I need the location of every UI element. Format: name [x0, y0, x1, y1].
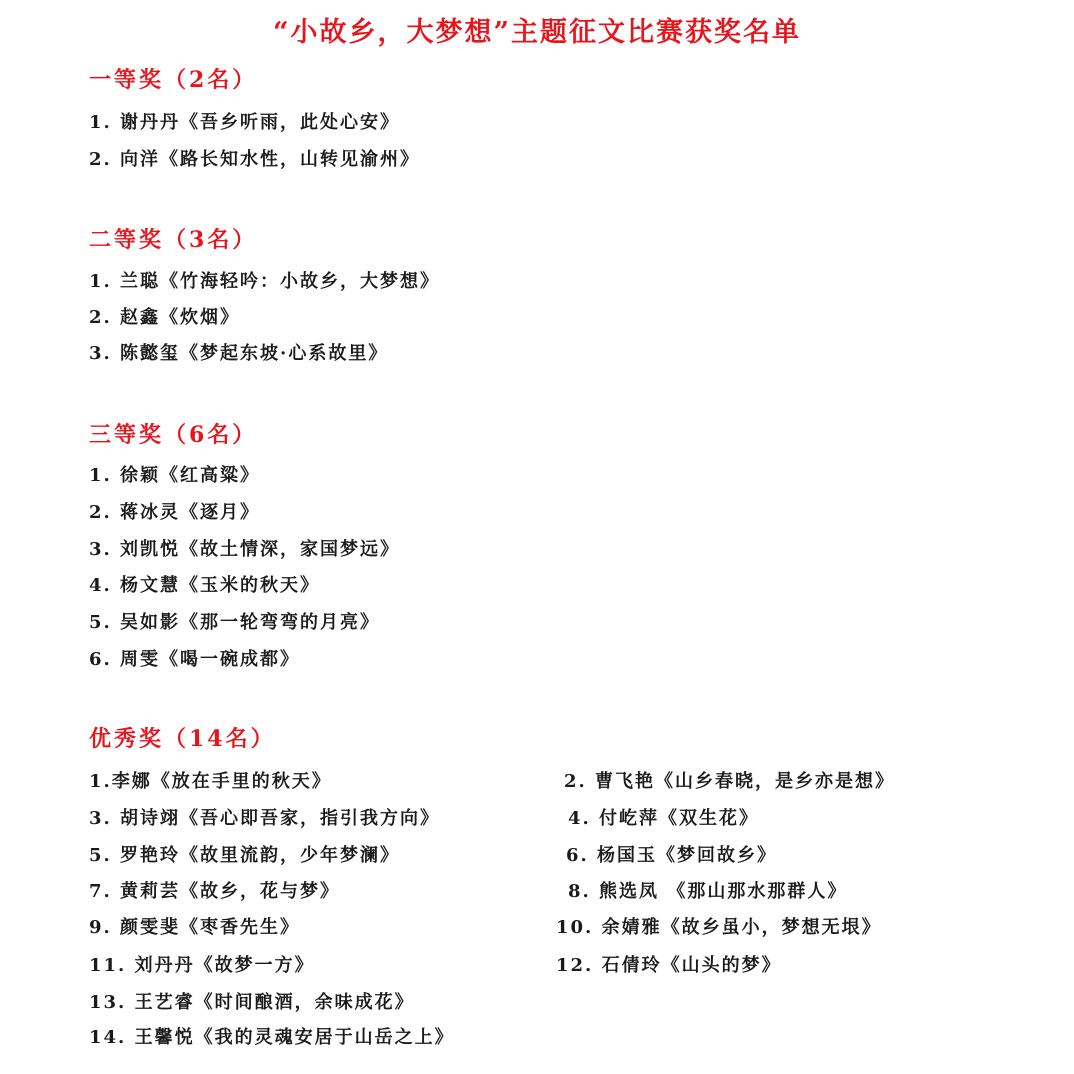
- list-item: 9. 颜雯斐《枣香先生》: [89, 917, 301, 938]
- list-item: 3. 胡诗翊《吾心即吾家，指引我方向》: [89, 808, 441, 829]
- list-item: 6. 杨国玉《梦回故乡》: [566, 845, 778, 866]
- list-item: 14. 王馨悦《我的灵魂安居于山岳之上》: [89, 1027, 455, 1048]
- list-item: 10. 余婧雅《故乡虽小，梦想无垠》: [556, 917, 882, 938]
- list-item: 2. 赵鑫《炊烟》: [89, 307, 241, 328]
- section-heading-first-prize: 一等奖（2名）: [89, 67, 258, 93]
- section-heading-second-prize: 二等奖（3名）: [89, 227, 258, 253]
- list-item: 8. 熊选凤 《那山那水那群人》: [568, 881, 848, 902]
- list-item: 3. 陈懿玺《梦起东坡·心系故里》: [89, 343, 389, 364]
- list-item: 5. 吴如影《那一轮弯弯的月亮》: [89, 612, 381, 633]
- section-heading-excellence-prize: 优秀奖（14名）: [89, 726, 276, 752]
- list-item: 7. 黄莉芸《故乡，花与梦》: [89, 881, 341, 902]
- list-item: 4. 付屹萍《双生花》: [568, 808, 760, 829]
- list-item: 4. 杨文慧《玉米的秋天》: [89, 575, 321, 596]
- list-item: 6. 周雯《喝一碗成都》: [89, 649, 301, 670]
- list-item: 13. 王艺睿《时间酿酒，余味成花》: [89, 992, 415, 1013]
- list-item: 11. 刘丹丹《故梦一方》: [89, 955, 315, 976]
- list-item: 2. 蒋冰灵《逐月》: [89, 502, 261, 523]
- list-item: 5. 罗艳玲《故里流韵，少年梦澜》: [89, 845, 401, 866]
- list-item: 1.李娜《放在手里的秋天》: [89, 771, 332, 792]
- section-heading-third-prize: 三等奖（6名）: [89, 422, 258, 448]
- list-item: 1. 兰聪《竹海轻吟：小故乡，大梦想》: [89, 271, 441, 292]
- list-item: 1. 谢丹丹《吾乡听雨，此处心安》: [89, 112, 401, 133]
- list-item: 2. 向洋《路长知水性，山转见渝州》: [89, 149, 421, 170]
- page-title: “小故乡，大梦想”主题征文比赛获奖名单: [272, 17, 802, 48]
- list-item: 1. 徐颖《红高粱》: [89, 465, 261, 486]
- list-item: 2. 曹飞艳《山乡春晓，是乡亦是想》: [564, 771, 896, 792]
- list-item: 12. 石倩玲《山头的梦》: [556, 955, 782, 976]
- list-item: 3. 刘凯悦《故土情深，家国梦远》: [89, 539, 401, 560]
